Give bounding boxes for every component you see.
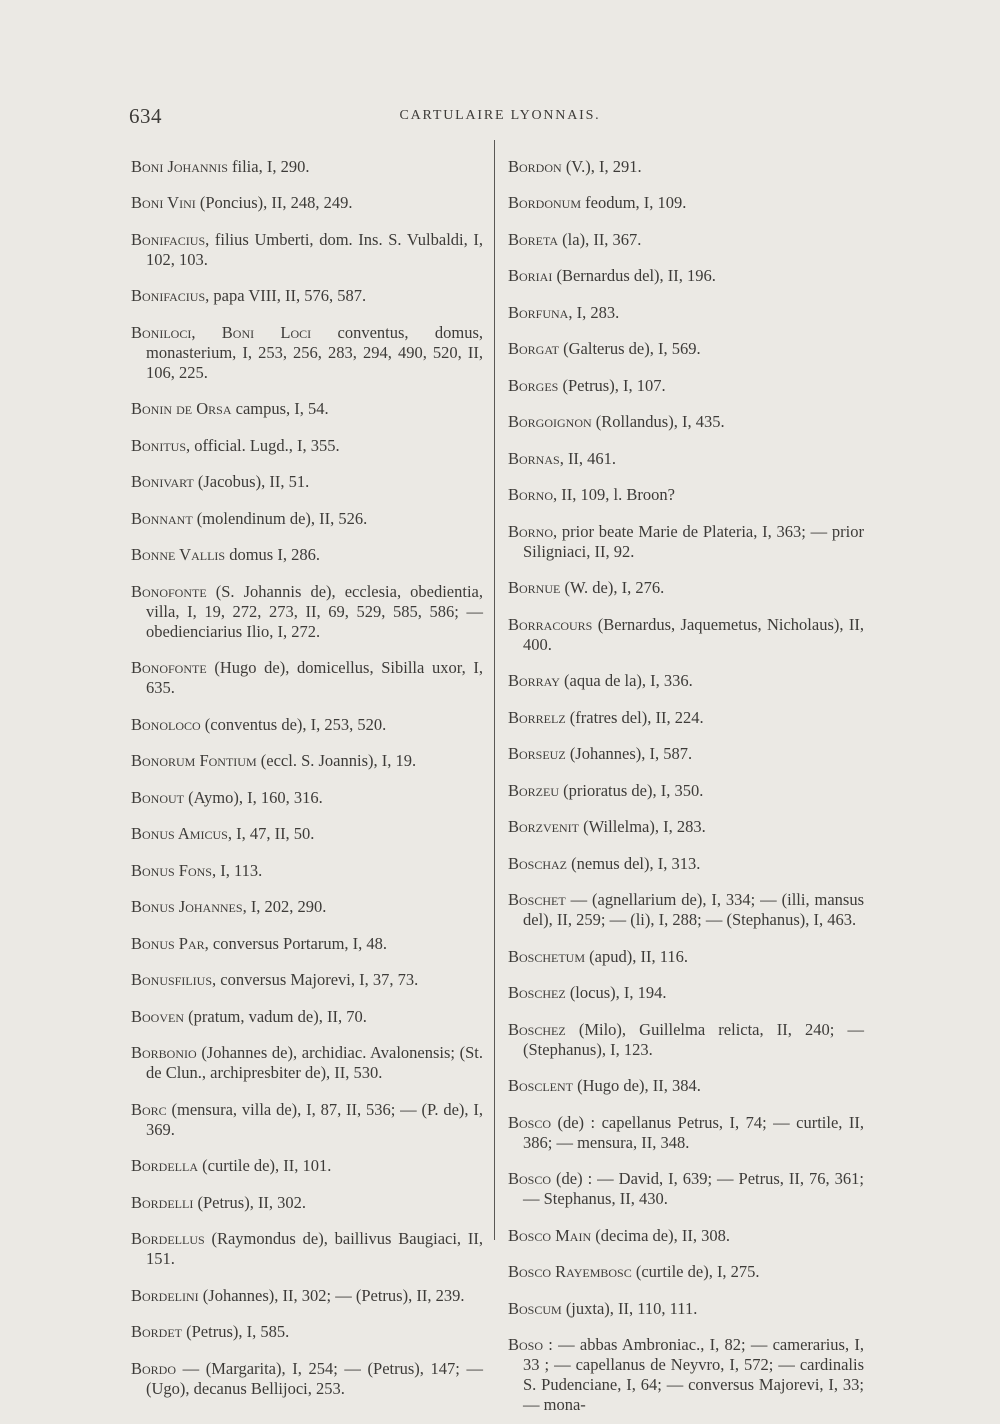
index-entry xyxy=(131,658,483,698)
index-entry xyxy=(508,485,864,505)
entry-headword: Borfuna xyxy=(508,302,569,322)
entry-references: (aqua de la), I, 336. xyxy=(559,671,693,690)
entry-headword: Bordelli xyxy=(131,1192,194,1212)
entry-references: domus I, 286. xyxy=(225,545,320,564)
entry-headword: Bosco xyxy=(508,1112,552,1132)
index-entry xyxy=(508,376,864,396)
right-column xyxy=(508,140,864,1424)
index-entry xyxy=(508,671,864,691)
index-entry xyxy=(508,615,864,655)
index-entry xyxy=(508,578,864,598)
entry-references: campus, I, 54. xyxy=(231,399,329,418)
entry-references: , I, 202, 290. xyxy=(242,897,327,916)
index-entry xyxy=(508,1020,864,1060)
entry-headword: Boni Vini xyxy=(131,193,196,212)
entry-references: , I, 113. xyxy=(212,860,263,880)
entry-headword: Booven xyxy=(131,1006,184,1026)
index-entry xyxy=(508,708,864,728)
index-entry xyxy=(508,817,864,837)
entry-headword: Bonusfilius xyxy=(131,970,213,989)
index-entry xyxy=(131,970,483,990)
entry-headword: Borc xyxy=(131,1099,167,1119)
index-entry xyxy=(131,1286,483,1306)
entry-headword: Bordet xyxy=(131,1322,183,1341)
index-entry xyxy=(508,947,864,967)
entry-headword: Borbonio xyxy=(131,1043,197,1062)
entry-headword: Boniloci, Boni Loci xyxy=(131,322,312,342)
index-entry xyxy=(508,522,864,562)
index-entry xyxy=(508,890,864,930)
entry-headword: Bordella xyxy=(131,1156,198,1175)
entry-headword: Bordellus xyxy=(131,1229,205,1248)
entry-references: (Petrus), I, 585. xyxy=(182,1322,290,1341)
entry-references: (Petrus), II, 302. xyxy=(193,1192,307,1212)
index-entry xyxy=(131,824,483,844)
entry-references: (curtile de), I, 275. xyxy=(631,1262,760,1281)
page-number: 634 xyxy=(129,104,162,128)
entry-headword: Bosclent xyxy=(508,1076,574,1095)
index-entry xyxy=(131,1193,483,1213)
entry-references: (Bernardus, Jaquemetus, Nicholaus), II, 400. xyxy=(523,614,864,654)
entry-headword: Bonifacius xyxy=(131,286,206,305)
entry-references: (conventus de), I, 253, 520. xyxy=(200,714,387,734)
entry-references: (Johannes de), archidiac. Avalonensis; (St. de Clun., archipresbiter de), II, 530. xyxy=(146,1043,483,1082)
running-title: CARTULAIRE LYONNAIS. xyxy=(399,108,601,123)
entry-headword: Bordelini xyxy=(131,1285,199,1305)
entry-references: (Rollandus), I, 435. xyxy=(591,412,725,431)
index-entry xyxy=(508,744,864,764)
index-entry xyxy=(508,230,864,250)
index-entry xyxy=(508,449,864,469)
entry-references: (prioratus de), I, 350. xyxy=(559,780,704,800)
entry-headword: Borges xyxy=(508,375,559,395)
entry-references: (molendinum de), II, 526. xyxy=(192,508,368,528)
entry-references: (locus), I, 194. xyxy=(565,983,667,1002)
index-entry xyxy=(131,861,483,881)
index-entry xyxy=(131,472,483,492)
index-entry xyxy=(131,286,483,306)
entry-headword: Bonnant xyxy=(131,508,193,528)
entry-headword: Boriai xyxy=(508,266,553,285)
entry-headword: Borzvenit xyxy=(508,817,579,836)
entry-headword: Bonitus xyxy=(131,435,187,455)
entry-references: , papa VIII, II, 576, 587. xyxy=(205,286,367,305)
entry-references: (Jacobus), II, 51. xyxy=(193,472,310,491)
entry-headword: Bonorum Fontium xyxy=(131,751,257,770)
index-entry xyxy=(131,751,483,771)
entry-references: (W. de), I, 276. xyxy=(560,578,665,597)
entry-references: : — abbas Ambroniac., I, 82; — camerarius, I, 33 ; — capellanus de Neyvro, I, 572; — cardinalis S. Pudenciane, I, 64; — conversus Majorevi, I, 33; — mona- xyxy=(523,1335,864,1414)
entry-headword: Bosco Main xyxy=(508,1225,592,1245)
index-entry xyxy=(508,1113,864,1153)
entry-headword: Borzeu xyxy=(508,780,560,800)
entry-headword: Bosco xyxy=(508,1169,552,1188)
entry-references: , conversus Majorevi, I, 37, 73. xyxy=(212,970,419,989)
entry-references: (Raymondus de), baillivus Baugiaci, II, 151. xyxy=(146,1229,483,1268)
entry-headword: Borgat xyxy=(508,339,560,358)
index-entry xyxy=(131,1229,483,1269)
entry-headword: Borseuz xyxy=(508,744,566,763)
entry-headword: Boschez xyxy=(508,1019,566,1039)
index-entry xyxy=(508,1299,864,1319)
entry-headword: Bonus Par xyxy=(131,933,205,953)
index-entry xyxy=(131,1156,483,1176)
entry-references: (Willelma), I, 283. xyxy=(579,817,706,836)
index-entry xyxy=(508,303,864,323)
entry-references: , filius Umberti, dom. Ins. S. Vulbaldi, I, 102, 103. xyxy=(146,229,483,269)
index-entry xyxy=(131,193,483,213)
entry-headword: Bornue xyxy=(508,578,561,597)
index-entry xyxy=(131,1100,483,1140)
entry-headword: Borrelz xyxy=(508,707,566,727)
entry-references: (Bernardus del), II, 196. xyxy=(552,266,716,285)
index-entry xyxy=(131,545,483,565)
index-entry xyxy=(508,854,864,874)
entry-headword: Bonus Johannes xyxy=(131,897,243,916)
index-entry xyxy=(508,1335,864,1415)
entry-headword: Borgoignon xyxy=(508,412,592,431)
entry-references: feodum, I, 109. xyxy=(581,193,687,212)
index-entry xyxy=(508,983,864,1003)
entry-references: (de) : — David, I, 639; — Petrus, II, 76, 361; — Stephanus, II, 430. xyxy=(523,1169,864,1208)
entry-headword: Bonofonte xyxy=(131,581,207,601)
entry-references: (Milo), Guillelma relicta, II, 240; — (Stephanus), I, 123. xyxy=(523,1019,864,1059)
entry-headword: Boso xyxy=(508,1335,544,1354)
index-entry xyxy=(508,1076,864,1096)
index-entry xyxy=(131,1007,483,1027)
entry-headword: Bonus Amicus xyxy=(131,824,228,843)
entry-headword: Bordonum xyxy=(508,193,582,212)
index-entry xyxy=(131,1043,483,1083)
entry-references: filia, I, 290. xyxy=(227,156,310,176)
index-entry xyxy=(131,715,483,735)
entry-headword: Boreta xyxy=(508,229,559,249)
entry-references: (mensura, villa de), I, 87, II, 536; — (P. de), I, 369. xyxy=(146,1099,483,1139)
index-entry xyxy=(508,266,864,286)
index-entry xyxy=(508,339,864,359)
entry-references: , prior beate Marie de Plateria, I, 363; — prior Siligniaci, II, 92. xyxy=(523,521,864,561)
index-entry xyxy=(131,509,483,529)
entry-references: (de) : capellanus Petrus, I, 74; — curtile, II, 386; — mensura, II, 348. xyxy=(523,1112,864,1152)
entry-headword: Bonivart xyxy=(131,472,194,491)
entry-references: (curtile de), II, 101. xyxy=(198,1156,332,1175)
entry-references: (la), II, 367. xyxy=(558,229,642,249)
entry-references: , official. Lugd., I, 355. xyxy=(186,435,340,455)
entry-references: (Johannes), I, 587. xyxy=(565,744,693,763)
index-entry xyxy=(131,897,483,917)
entry-headword: Bordo xyxy=(131,1358,177,1378)
entry-references: (V.), I, 291. xyxy=(561,156,642,176)
entry-references: , II, 109, l. Broon? xyxy=(553,485,675,504)
entry-headword: Boschet xyxy=(508,890,566,909)
entry-references: , II, 461. xyxy=(559,448,617,468)
entry-references: (Aymo), I, 160, 316. xyxy=(184,787,323,807)
index-entry xyxy=(131,157,483,177)
index-entry xyxy=(508,1262,864,1282)
entry-headword: Bonofonte xyxy=(131,658,207,677)
index-entry xyxy=(508,193,864,213)
entry-references: (eccl. S. Joannis), I, 19. xyxy=(256,751,417,770)
entry-references: , conversus Portarum, I, 48. xyxy=(204,933,388,953)
entry-references: — (Margarita), I, 254; — (Petrus), 147; — (Ugo), decanus Bellijoci, 253. xyxy=(146,1358,483,1398)
entry-references: (Hugo de), domicellus, Sibilla uxor, I, 635. xyxy=(146,658,483,697)
index-entry xyxy=(508,1169,864,1209)
entry-references: (apud), II, 116. xyxy=(585,946,688,966)
entry-headword: Bonin de Orsa xyxy=(131,399,232,418)
entry-headword: Bonus Fons xyxy=(131,860,212,880)
entry-references: (Johannes), II, 302; — (Petrus), II, 239. xyxy=(198,1285,465,1305)
entry-headword: Bornas xyxy=(508,448,560,468)
entry-references: (Poncius), II, 248, 249. xyxy=(195,193,353,212)
entry-references: conventus, domus, monasterium, I, 253, 256, 283, 294, 490, 520, II, 106, 225. xyxy=(146,322,483,382)
index-entry xyxy=(131,788,483,808)
entry-headword: Bonout xyxy=(131,787,184,807)
entry-headword: Borray xyxy=(508,671,560,690)
entry-headword: Borno xyxy=(508,521,554,541)
entry-references: — (agnellarium de), I, 334; — (illi, mansus del), II, 259; — (li), I, 288; — (Stephanus), I, 463. xyxy=(523,890,864,929)
entry-headword: Borno xyxy=(508,485,554,504)
entry-headword: Boschaz xyxy=(508,853,568,873)
entry-references: (nemus del), I, 313. xyxy=(567,853,701,873)
index-entry xyxy=(131,934,483,954)
entry-headword: Boschez xyxy=(508,983,566,1002)
entry-headword: Bonne Vallis xyxy=(131,545,226,564)
entry-references: (Galterus de), I, 569. xyxy=(559,339,701,358)
entry-references: (fratres del), II, 224. xyxy=(565,707,704,727)
entry-references: (S. Johannis de), ecclesia, obedientia, villa, I, 19, 272, 273, II, 69, 529, 585, 586; — obedienciarius Ilio, I, 272. xyxy=(146,581,483,641)
entry-headword: Borracours xyxy=(508,614,593,634)
entry-references: (decima de), II, 308. xyxy=(591,1225,730,1245)
index-entry xyxy=(508,157,864,177)
column-divider xyxy=(494,140,495,1240)
entry-headword: Bonifacius xyxy=(131,229,206,249)
index-entry xyxy=(508,781,864,801)
index-entry xyxy=(131,323,483,383)
index-entry xyxy=(508,412,864,432)
index-entry xyxy=(131,1322,483,1342)
entry-references: (Hugo de), II, 384. xyxy=(573,1076,701,1095)
index-entry xyxy=(131,399,483,419)
entry-headword: Boscum xyxy=(508,1298,562,1318)
index-entry xyxy=(131,1359,483,1399)
entry-references: (Petrus), I, 107. xyxy=(558,375,666,395)
entry-references: , I, 47, II, 50. xyxy=(227,824,315,843)
left-column xyxy=(131,140,483,1408)
entry-references: , I, 283. xyxy=(568,302,620,322)
entry-headword: Boni Johannis xyxy=(131,156,228,176)
entry-references: (juxta), II, 110, 111. xyxy=(561,1298,698,1318)
entry-headword: Boschetum xyxy=(508,946,586,966)
index-entry xyxy=(508,1226,864,1246)
entry-headword: Bonoloco xyxy=(131,714,201,734)
index-entry xyxy=(131,230,483,270)
index-entry xyxy=(131,582,483,642)
entry-references: (pratum, vadum de), II, 70. xyxy=(184,1006,367,1026)
entry-headword: Bordon xyxy=(508,156,562,176)
index-entry xyxy=(131,436,483,456)
entry-headword: Bosco Rayembosc xyxy=(508,1262,632,1281)
